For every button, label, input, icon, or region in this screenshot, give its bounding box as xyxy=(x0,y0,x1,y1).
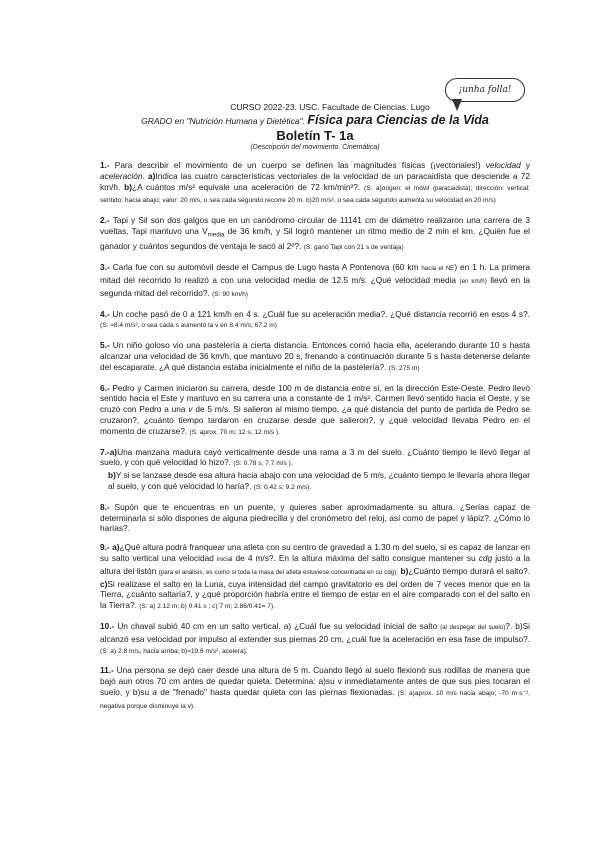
q-note: inicial xyxy=(216,555,233,563)
q-text: y xyxy=(525,160,531,170)
q-text: Si realizase el salto en la Luna, cuya intensidad del campo gravitatorio es del orden de 7 veces menor que en la Tierra, ¿cuánto saltaría?, y ¿qué proporción habría entre el tiempo de estar en el aire comparado con el del salto en la Tierra?. xyxy=(100,578,530,611)
q-solution: (S: a)aprox. 10 m/s hacia abajo; -70 m·s⁻², negativa porque disminuye la v). xyxy=(100,689,530,710)
q-note: (en km/h) xyxy=(459,278,487,286)
q-solution: ; dirección: vertical; sentido: hacia abajo; valor: 20 m/s, o sea cada segundo recorre 20 m. b)20 m/s², o sea cada segundo aumenta su velocidad en 20 m/s) xyxy=(100,184,531,205)
question-1 xyxy=(100,160,530,207)
question-number: 9.- xyxy=(100,542,110,553)
q-text: justo a la altura del listón xyxy=(100,552,530,576)
q-text: Pedro y Carmen iniciaron su carrera, desde 100 m de distancia entre sí, en la dirección Este-Oeste. Pedro llevó sentido hacia el Este y mantuvo en su carrera una a constante de 1 m/s². Carmen llevó sentido hacia el Oeste, y se cruzó con Pedro a una xyxy=(100,382,530,415)
q-solution: (S: a) 2.8 m/s, hacia arriba; b)≈19.6 m/s², acelera). xyxy=(100,647,248,655)
degree-name: GRADO en "Nutrición Humana y Dietética". xyxy=(141,116,305,126)
q-text: Y si se lanzase desde esa altura hacia abajo con una velocidad de 5 m/s, ¿cuánto tiempo le llevaría ahora llegar al suelo, y con qué velocidad lo haría?. xyxy=(108,470,530,491)
question-number: 1.- xyxy=(100,160,110,170)
question-number: 3.- xyxy=(100,262,110,273)
question-number: 11.- xyxy=(100,665,114,676)
q-solution-note: (paracaidista) xyxy=(432,184,471,192)
q-text: Supón que te encuentras en un puente, y quieres saber aproximadamente su altura. ¿Serías capaz de determinarla si sólo dispones de alguna piedrecilla y del cronómetro del reloj, así como de papel y lápiz?. ¿Cómo lo harías?. xyxy=(100,501,530,534)
question-11 xyxy=(100,665,530,712)
q-text: Para describir el movimiento de un cuerpo se definen las magnitudes físicas (¡vectoriales!) xyxy=(114,160,481,170)
q-solution: (S: a)origen: el móvil xyxy=(364,184,430,192)
question-number: 8.- xyxy=(100,501,110,512)
question-number: 2.- xyxy=(100,215,110,226)
q-subscript: media xyxy=(207,231,225,239)
q-text: . xyxy=(142,170,145,181)
q-text: de 5 m/s. Si salieron al mismo tiempo, ¿a qué distancia del punto de partida de Pedro se cruzaron?, ¿cuánto tiempo tardaron en cruzarse desde que salieron?, y ¿qué velocidad llevaba Pedro en el momento de cruzarse?. xyxy=(100,404,531,436)
q-part-label: b) xyxy=(124,181,132,192)
q-text: Un coche pasó de 0 a 121 km/h en 4 s. ¿Cuál fue su aceleración media?. ¿Qué distancia recorrió en esos 4 s?. xyxy=(112,308,530,319)
question-5 xyxy=(100,340,530,374)
q-text: Una manzana madura cayó verticalmente desde una rama a 3 m del suelo. ¿Cuánto tiempo le llevó llegar al suelo, y con qué velocidad lo hizo?. xyxy=(100,446,530,468)
q-part-label: a) xyxy=(148,170,156,181)
q-solution: (S: ≈8.4 m/s², o sea cada s aumentó la v en 8.4 m/s; 67.2 m) xyxy=(100,322,277,330)
q-solution: (S: 0.78 s; 7.7 m/s ). xyxy=(233,460,293,468)
question-number: 6.- xyxy=(100,382,110,393)
q-note: (para el análisis, es como si toda la masa del atleta estuviese concentrada en su cdg). xyxy=(158,568,399,576)
question-8 xyxy=(100,502,530,534)
question-number: 7.- xyxy=(100,446,110,457)
q-text: de 4 m/s?. En la altura máxima del salto consigue mantener su xyxy=(235,552,476,563)
question-6 xyxy=(100,383,530,439)
q-part-label: a) xyxy=(109,446,118,457)
q-term: aceleración xyxy=(100,170,143,181)
q-text: Un chaval subió 40 cm en un salto vertical. a) ¿Cuál fue su velocidad inicial de salto xyxy=(117,620,438,631)
q-text: de 36 km/h, y Sil logró mantener un ritmo medio de 2 min el km. ¿Quién fue el ganador y cuántos segundos de ventaja le sacó al 2º?. xyxy=(100,225,530,252)
question-number: 4.- xyxy=(100,308,110,319)
q-term: a xyxy=(152,686,158,697)
document-page xyxy=(100,96,530,713)
question-number: 5.- xyxy=(100,340,110,351)
q-part-label: b) xyxy=(400,565,409,576)
q-term: velocidad xyxy=(485,160,521,170)
q-part-label: b) xyxy=(108,470,116,481)
q-term: cdg xyxy=(478,552,493,563)
q-note: hacia el NE xyxy=(421,265,455,273)
q-solution: (S: 90 km/h) xyxy=(212,290,249,298)
q-text: Tapi y Sil son dos galgos que en un canódromo circular de 11141 cm de diámetro realizaron una carrera de 3 vueltas. Tapi mantuvo una V xyxy=(100,215,530,236)
q-text: ¿Qué altura podrá franquear una atleta con su centro de gravedad a 1.30 m del suelo, si es capaz de lanzar en su salto vertical una velocidad xyxy=(100,542,530,563)
q-part-label: a) xyxy=(112,542,120,553)
q-text: llevó en la segunda mitad del recorrido?. xyxy=(100,275,531,298)
degree-line xyxy=(100,115,530,127)
question-number: 10.- xyxy=(100,620,115,631)
note-badge-text: ¡unha folla! xyxy=(458,85,512,95)
course-line: CURSO 2022-23. USC. Facultade de Ciencias. Lugo xyxy=(230,102,430,112)
question-3 xyxy=(100,262,530,300)
q-text: ?. b)Si alcanzó esa velocidad por impulso al extender sus piernas 20 cm, ¿cuál fue la aceleración en esa fase de impulso?. xyxy=(100,620,530,644)
q-solution: (S: a) 2.12 m; b) 0.41 s ; c) 7 m; 2.86/0.41= 7). xyxy=(139,603,275,611)
q-text: Una persona se dejó caer desde una altura de 5 m. Cuando llegó al suelo flexionó sus rodillas de manera que bajó aun otros 70 cm antes de quedar quieta. Determina: a)su v inmediatamente antes de que sus pies tocaran el suelo, y b)su xyxy=(100,665,530,697)
question-7-b xyxy=(108,470,530,494)
question-4 xyxy=(100,309,530,333)
question-10 xyxy=(100,621,530,657)
q-text: ) en 1 h. La primera mitad del recorrido lo realizó a con una velocidad media de 12.5 m/s. ¿Qué velocidad media xyxy=(100,262,530,286)
q-solution: (S: ganó Tapi con 21 s de ventaja) xyxy=(303,244,404,252)
page-subtitle: (Descripción del movimiento. Cinemática) xyxy=(250,144,380,151)
question-9 xyxy=(100,542,530,613)
q-text: de "frenado" hasta quedar quieta con las piernas flexionadas. xyxy=(160,686,395,697)
q-note: (al despegar del suelo) xyxy=(440,623,506,631)
q-part-label: c) xyxy=(100,578,108,589)
q-text: Indica las cuatro características vectoriales de la velocidad de un paracaidista que desciende a 72 km/h. xyxy=(100,170,530,192)
q-text: Carla fue con su automóvil desde el Campus de Lugo hasta A Pontenova (60 km xyxy=(112,262,419,273)
q-term: v xyxy=(188,404,193,415)
q-solution: (S: 275 m) xyxy=(388,364,420,372)
subject-name: Física para Ciencias de la Vida xyxy=(307,113,489,127)
q-text: Un niño goloso vio una pastelería a cierta distancia. Entonces corrió hacia ella, acelerando durante 10 s hasta alcanzar una velocidad de 36 km/h, que mantuvo 20 s, frenando a continuación durante 5 s hasta detenerse delante del escaparate. ¿A qué distancia estaba inicialmente el niño de la pastelería?. xyxy=(100,340,530,372)
q-text: ¿Cuánto tiempo durará el salto?. xyxy=(408,565,531,576)
q-solution: (S: 0.42 s; 9.2 m/s). xyxy=(253,483,312,491)
question-7 xyxy=(100,447,530,494)
q-text: ¿A cuántos m/s² equivale una aceleración de 72 km/min²?. xyxy=(132,181,361,192)
q-solution: (S: aprox. 70 m; 12 s; 12 m/s ). xyxy=(189,428,280,436)
page-title: Boletín T- 1a xyxy=(276,128,354,143)
question-2 xyxy=(100,215,530,254)
